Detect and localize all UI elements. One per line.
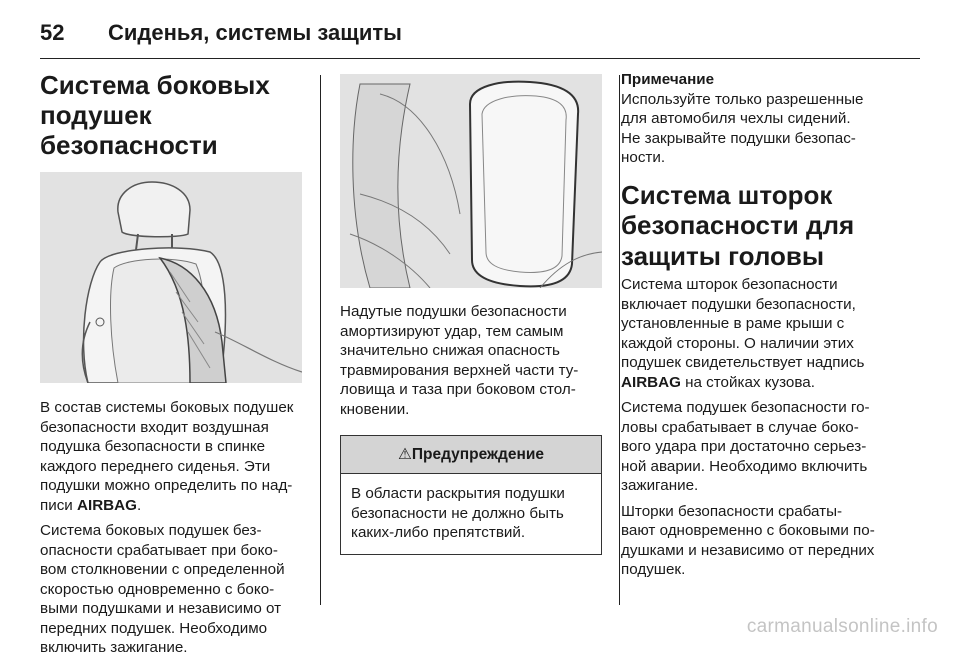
curtain-airbag-heading: Система шторок безопасности для защиты головы — [621, 179, 855, 271]
page-number: 52 — [40, 20, 65, 45]
page-header — [30, 12, 930, 52]
seat-icon — [40, 172, 302, 383]
inflated-airbag-description: Надутые подушки безопасности амортизируют удар, тем самым значительно снижая опасность травмирования верхней части ту- ловища и таза при боковом стол- кновении. — [340, 303, 579, 418]
column-divider-1 — [320, 75, 321, 605]
warning-title: Предупреждение — [411, 446, 544, 463]
warning-box — [340, 435, 602, 555]
airbag-label-curtain: AIRBAG — [621, 373, 681, 391]
side-airbag-description: В состав системы боковых подушек безопасности входит воздушная подушка безопасности в спинке каждого переднего сиденья. Эти подушки можно определить по над- писи AIRBAG. — [40, 399, 294, 514]
seat-side-airbag-illustration — [40, 172, 302, 383]
side-airbag-activation: Система боковых подушек без- опасности срабатывает при боко- вом столкновении с определенной скоростью одновременно с боко- выми подушками и независимо от передних подушек. Необходимо включить зажигание. — [40, 522, 285, 656]
note-title: Примечание — [621, 71, 715, 88]
warning-body: В области раскрытия подушки безопасности не должно быть каких-либо препятствий. — [351, 485, 565, 541]
warning-icon: ⚠ — [398, 446, 412, 463]
header-rule — [40, 58, 920, 59]
curtain-airbag-deployment: Шторки безопасности срабаты- вают одновременно с боковыми по- душками и независимо от передних подушек. — [621, 502, 875, 578]
section-title: Сиденья, системы защиты — [108, 20, 402, 45]
inflated-airbag-illustration — [340, 74, 602, 288]
watermark: carmanualsonline.info — [746, 616, 938, 637]
column-divider-2 — [619, 75, 620, 605]
inflated-airbag-icon — [340, 74, 602, 288]
airbag-label: AIRBAG — [77, 496, 137, 514]
curtain-airbag-description: Система шторок безопасности включает подушки безопасности, установленные в раме крыши с каждой стороны. О наличии этих подушек свидетельствует надпись AIRBAG на стойках кузова. — [621, 276, 865, 391]
column-inflated-airbags — [340, 70, 602, 555]
curtain-airbag-activation: Система подушек безопасности го- ловы срабатывает в случае боко- вого удара при достаточно серьез- ной аварии. Необходимо включить зажигание. — [621, 399, 870, 494]
column-side-airbags — [40, 70, 306, 658]
column-curtain-airbags — [621, 70, 913, 580]
warning-header — [341, 436, 601, 474]
side-airbag-heading: Система боковых подушек безопасности — [40, 70, 270, 160]
note-text: Используйте только разрешенные для автомобиля чехлы сидений. Не закрывайте подушки безопас- ности. — [621, 90, 864, 166]
